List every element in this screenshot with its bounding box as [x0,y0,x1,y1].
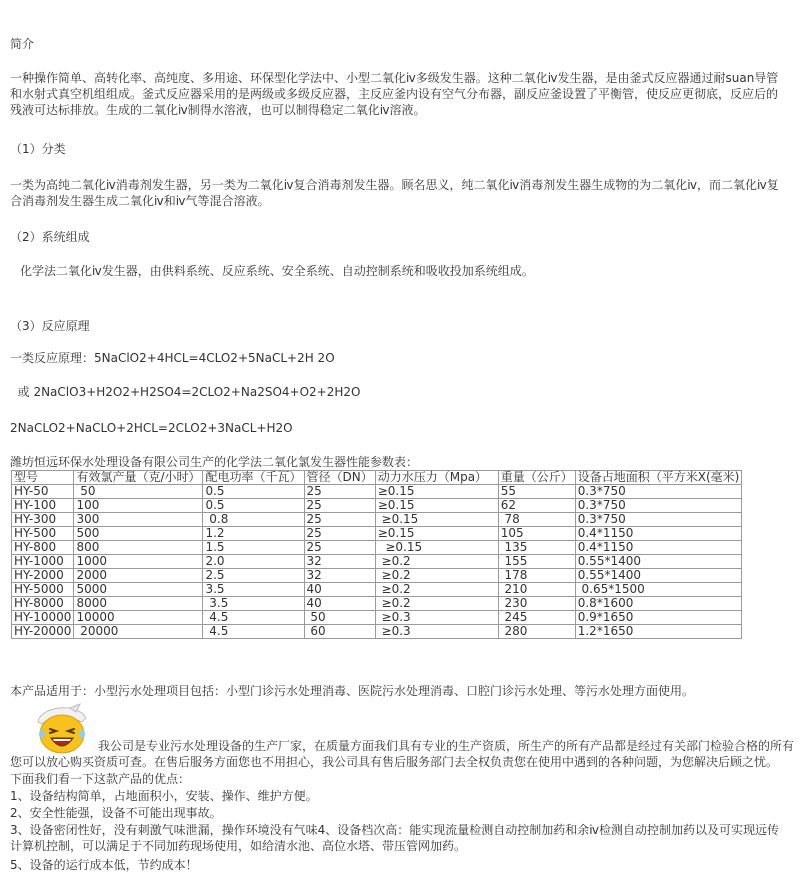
table-cell: 4.5 [203,625,304,639]
table-cell: ≥0.2 [375,597,498,611]
equation-1: 一类反应原理：5NaClO2+4HCL=4CLO2+5NaCL+2H 2O [10,351,335,365]
table-cell: ≥0.2 [375,569,498,583]
model-cell: HY-50 [12,485,74,499]
table-row [12,625,742,639]
spec-table [11,470,742,639]
table-cell: 25 [304,499,375,513]
model-cell: HY-10000 [12,611,74,625]
advantages-intro: 下面我们看一下这款产品的优点： [10,772,191,786]
table-cell: 155 [498,555,575,569]
table-cell: 1.2*1650 [575,625,742,639]
table-cell: 300 [74,513,203,527]
table-cell: 1000 [74,555,203,569]
table-cell: 0.8*1600 [575,597,742,611]
table-cell: ≥0.15 [375,485,498,499]
header-cell: 重量（公斤） [498,471,575,485]
table-header-row [12,471,742,485]
table-cell: 0.55*1400 [575,569,742,583]
table-row [12,611,742,625]
company-paragraph-first-line: 我公司是专业污水处理设备的生产厂家，在质量方面我们具有专业的生产资质，所生产的所有产品都是经过有关部门检验合格的所有 [98,739,795,753]
table-cell: 105 [498,527,575,541]
table-row [12,513,742,527]
header-cell: 型号 [12,471,74,485]
principle-heading: （3）反应原理 [10,319,90,333]
table-cell: 0.55*1400 [575,555,742,569]
table-cell: 3.5 [203,597,304,611]
table-row [12,527,742,541]
table-cell: 32 [304,555,375,569]
intro-heading: 简介 [10,37,35,51]
table-cell: 800 [74,541,203,555]
table-cell: ≥0.2 [375,555,498,569]
equation-3: 2NaCLO2+NaCLO+2HCL=2CLO2+3NaCL+H2O [10,421,293,435]
model-cell: HY-2000 [12,569,74,583]
table-cell: 25 [304,527,375,541]
system-paragraph: 化学法二氧化ⅳ发生器，由供料系统、反应系统、安全系统、自动控制系统和吸收投加系统组成。 [20,264,534,278]
table-cell: 55 [498,485,575,499]
model-cell: HY-5000 [12,583,74,597]
classify-heading: （1）分类 [10,142,66,156]
model-cell: HY-100 [12,499,74,513]
table-cell: 178 [498,569,575,583]
system-heading: （2）系统组成 [10,230,90,244]
table-cell: 210 [498,583,575,597]
equation-2: 或 2NaClO3+H2O2+H2SO4=2CLO2+Na2SO4+O2+2H2O [10,385,361,399]
table-cell: 0.3*750 [575,513,742,527]
table-cell: 135 [498,541,575,555]
model-cell: HY-300 [12,513,74,527]
table-cell: 1.5 [203,541,304,555]
table-row [12,597,742,611]
table-cell: 2000 [74,569,203,583]
table-cell: 0.65*1500 [575,583,742,597]
table-cell: ≥0.3 [375,611,498,625]
table-cell: 40 [304,583,375,597]
table-cell: 100 [74,499,203,513]
table-cell: 0.3*750 [575,499,742,513]
table-cell: 0.4*1150 [575,541,742,555]
model-cell: HY-1000 [12,555,74,569]
table-cell: ≥0.15 [375,499,498,513]
advantage-item-3: 3、设备密闭性好，没有刺激气味泄漏，操作环境没有气味4、设备档次高：能实现流量检测自动控制加药和余ⅳ检测自动控制加药以及可实现远传计算机控制，可以满足于不同加药现场使用，如给清水池、高位水塔、带压管网加药。 [10,823,780,853]
table-row [12,569,742,583]
table-cell: 10000 [74,611,203,625]
table-cell: 2.0 [203,555,304,569]
application-text: 本产品适用于：小型污水处理项目包括：小型门诊污水处理消毒、医院污水处理消毒、口腔门诊污水处理、等污水处理方面使用。 [10,684,695,698]
model-cell: HY-20000 [12,625,74,639]
company-paragraph-rest: 您可以放心购买资质可查。在售后服务方面您也不用担心，我公司具有售后服务部门去全权负责您在使用中遇到的各种问题，为您解决后顾之忧。 [10,755,779,769]
header-cell: 有效氯产量（克/小时） [74,471,203,485]
table-cell: 50 [304,611,375,625]
model-cell: HY-8000 [12,597,74,611]
table-row [12,583,742,597]
table-cell: 40 [304,597,375,611]
table-cell: 32 [304,569,375,583]
intro-paragraph: 一种操作简单、高转化率、高纯度、多用途、环保型化学法中、小型二氧化ⅳ多级发生器。这种二氧化ⅳ发生器，是由釜式反应器通过耐suan导管和水射式真空机组组成。釜式反应器采用的是两级或多级反应器，主反应釜内设有空气分布器，副反应釜设置了平衡管，使反应更彻底，反应后的残液可达标排放。生成的二氧化ⅳ制得水溶液，也可以制得稳定二氧化ⅳ溶液。 [10,71,779,117]
table-cell: 280 [498,625,575,639]
table-cell: 78 [498,513,575,527]
table-cell: 230 [498,597,575,611]
table-cell: 0.5 [203,485,304,499]
table-cell: 245 [498,611,575,625]
advantage-item-2: 2、安全性能强，设备不可能出现事故。 [10,806,222,820]
table-cell: ≥0.3 [375,625,498,639]
table-cell: 1.2 [203,527,304,541]
classify-paragraph: 一类为高纯二氧化ⅳ消毒剂发生器，另一类为二氧化ⅳ复合消毒剂发生器。顾名思义，纯二氧化ⅳ消毒剂发生器生成物的为二氧化ⅳ，而二氧化ⅳ复合消毒剂发生器生成二氧化ⅳ和ⅳ气等混合溶液。 [10,178,779,208]
table-cell: ≥0.15 [375,513,498,527]
table-cell: 25 [304,485,375,499]
table-cell: 60 [304,625,375,639]
table-cell: 62 [498,499,575,513]
table-cell: ≥0.2 [375,583,498,597]
model-cell: HY-800 [12,541,74,555]
table-cell: 2.5 [203,569,304,583]
advantage-item-1: 1、设备结构简单，占地面积小，安装、操作、维护方便。 [10,789,318,803]
table-cell: 20000 [74,625,203,639]
advantage-item-5: 5、设备的运行成本低，节约成本！ [10,858,198,872]
table-cell: 0.3*750 [575,485,742,499]
header-cell: 动力水压力（Mpa） [375,471,498,485]
table-cell: 0.5 [203,499,304,513]
table-cell: 0.9*1650 [575,611,742,625]
table-cell: 500 [74,527,203,541]
table-cell: 8000 [74,597,203,611]
table-cell: 5000 [74,583,203,597]
table-cell: 50 [74,485,203,499]
table-cell: 0.4*1150 [575,527,742,541]
table-row [12,555,742,569]
table-cell: 3.5 [203,583,304,597]
table-cell: 4.5 [203,611,304,625]
model-cell: HY-500 [12,527,74,541]
table-row [12,541,742,555]
table-cell: 25 [304,513,375,527]
laughing-face-icon [30,700,94,756]
table-cell: ≥0.15 [375,527,498,541]
table-cell: 0.8 [203,513,304,527]
table-caption: 潍坊恒远环保水处理设备有限公司生产的化学法二氧化氯发生器性能参数表： [10,455,419,469]
header-cell: 管径（DN） [304,471,375,485]
table-cell: ≥0.15 [375,541,498,555]
table-row [12,499,742,513]
header-cell: 配电功率（千瓦） [203,471,304,485]
header-cell: 设备占地面积（平方米X(毫米) [575,471,742,485]
table-row [12,485,742,499]
table-cell: 25 [304,541,375,555]
